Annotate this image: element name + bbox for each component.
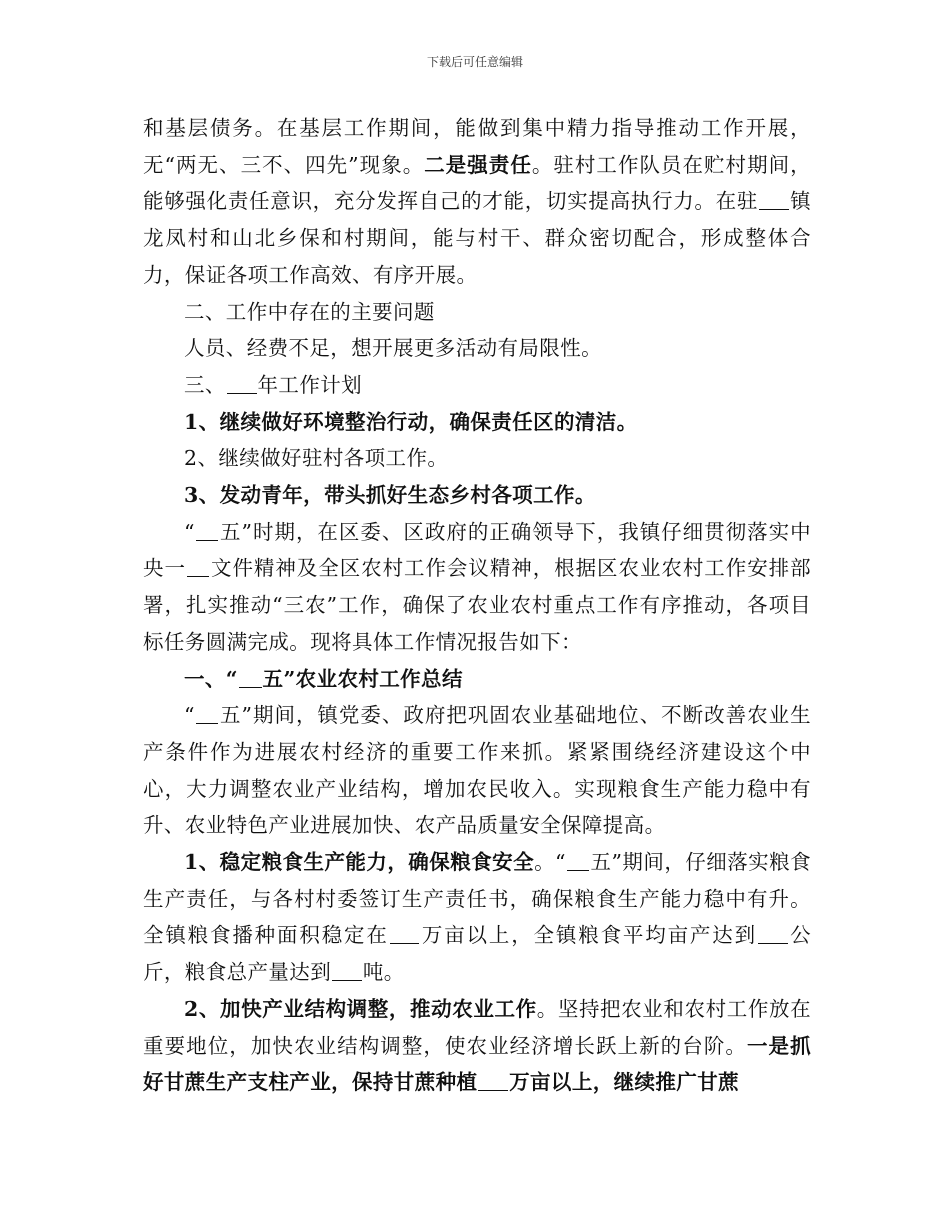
text-run: 五”时期，在区委、区政府的正确领导下，我镇仔细贯彻落实中央一 (143, 519, 811, 581)
blank-underline (390, 923, 420, 945)
paragraph-summary (143, 697, 811, 844)
bold-run: 2、加快产业结构调整，推动农业工作 (184, 996, 537, 1021)
text-run: 文件精神及全区农村工作会议精神，根据区农业农村工作安排部署，扎实推动“三农”工作，确保了农业农村重点工作有序推动，各项目标任务圆满完成。现将具体工作情况报告如下： (143, 556, 811, 654)
paragraph-grain (143, 844, 811, 991)
text-run: 镇龙凤村和山北乡保和村期间，能与村干、群众密切配合，形成整体合力，保证各项工作高效、有序开展。 (143, 189, 811, 287)
bold-run: 一是抓好甘蔗生产支柱产业，保持甘蔗种植 (143, 1033, 811, 1095)
plan-item-3: 3、发动青年，带头抓好生态乡村各项工作。 (184, 483, 596, 508)
blank-underline (332, 960, 362, 982)
blank-underline (758, 923, 788, 945)
blank-underline (196, 703, 219, 725)
text-run: 五”期间，镇党委、政府把巩固农业基础地位、不断改善农业生产条件作为进展农村经济的重要工作来抓。紧紧围绕经济建设这个中心，大力调整农业产业结构，增加农民收入。实现粮食生产能力稳中有升、农业特色产业进展加快、农产品质量安全保障提高。 (143, 703, 811, 838)
text-run: 年工作计划 (257, 372, 363, 397)
text-run: 万亩以上，全镇粮食平均亩产达到 (420, 923, 757, 948)
page-header: 下载后可任意编辑 (426, 55, 523, 69)
text-run: “ (184, 703, 195, 728)
blank-underline (239, 666, 262, 688)
plan-item-1: 1、继续做好环境整治行动，确保责任区的清洁。 (184, 409, 638, 434)
text-run: 公斤，粮食总产量达到 (143, 923, 811, 985)
paragraph-duty (143, 110, 811, 294)
text-run: 。驻村工作队员在贮村期间，能够强化责任意识，充分发挥自己的才能，切实提高执行力。在驻 (143, 152, 812, 214)
text-run: 吨。 (362, 960, 405, 985)
text-run: 。“ (534, 850, 566, 875)
plan-item-2: 2、继续做好驻村各项工作。 (184, 446, 449, 471)
bold-run: 1、稳定粮食生产能力，确保粮食安全 (184, 850, 535, 875)
text-run: 五”农业农村工作总结 (262, 666, 463, 691)
heading-summary (143, 661, 811, 698)
heading-plan (143, 367, 811, 404)
blank-underline (759, 189, 789, 211)
bold-run: 二是强责任 (424, 152, 532, 177)
blank-underline (196, 519, 219, 541)
blank-underline (187, 556, 210, 578)
text-run: 和基层债务。在基层工作期间，能做到集中精力指导推动工作开展，无“两无、三不、四先”现象。 (143, 116, 811, 177)
text-run: 五”期间，仔细落实粮食生产责任，与各村村委签订生产责任书，确保粮食生产能力稳中有升。全镇粮食播种面积稳定在 (143, 850, 811, 948)
text-run: 一、“ (184, 666, 238, 691)
blank-underline (227, 372, 257, 394)
text-run: 三、 (184, 372, 226, 397)
paragraph-problems: 人员、经费不足，想开展更多活动有局限性。 (184, 336, 602, 361)
blank-underline (478, 1070, 508, 1092)
bold-run: 万亩以上，继续推广甘蔗 (509, 1070, 740, 1095)
paragraph-intro (143, 514, 811, 661)
text-run: 。坚持把农业和农村工作放在重要地位，加快农业结构调整，使农业经济增长跃上新的台阶。 (143, 996, 811, 1058)
paragraph-industry (143, 991, 811, 1101)
document-body (143, 110, 811, 1101)
heading-problems: 二、工作中存在的主要问题 (184, 299, 435, 324)
blank-underline (567, 850, 590, 872)
text-run: “ (184, 519, 195, 544)
